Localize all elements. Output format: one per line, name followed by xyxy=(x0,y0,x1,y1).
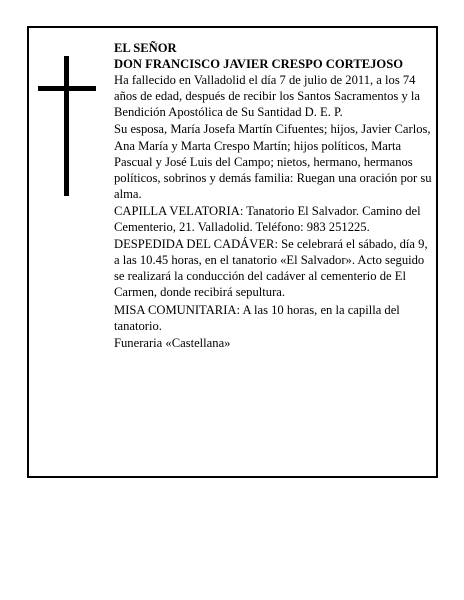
funeral-chapel-paragraph: CAPILLA VELATORIA: Tanatorio El Salvador. Camino del Cementerio, 21. Valladolid. Teléfono: 983 251225. xyxy=(114,203,421,235)
cross-icon-vertical-bar xyxy=(64,56,69,196)
funeral-home: Funeraria «Castellana» xyxy=(114,335,231,350)
death-announcement: Ha fallecido en Valladolid el día 7 de julio de 2011, a los 74 años de edad, después de recibir los Santos Sacramentos y la Bendición Apostólica de Su Santidad D. E. P. xyxy=(114,73,421,120)
cross-icon-horizontal-bar xyxy=(38,86,96,91)
farewell-paragraph: DESPEDIDA DEL CADÁVER: Se celebrará el sábado, día 9, a las 10.45 horas, en el tanatorio «El Salvador». Acto seguido se realizará la conducción del cadáver al cementerio de El Carmen, donde recibirá sepultura. xyxy=(114,237,428,300)
deceased-name: DON FRANCISCO JAVIER CRESPO CORTEJOSO xyxy=(114,57,404,72)
obituary-text xyxy=(114,40,432,352)
deceased-title: EL SEÑOR xyxy=(114,41,177,55)
mass-paragraph: MISA COMUNITARIA: A las 10 horas, en la capilla del tanatorio. xyxy=(114,302,400,333)
family-paragraph: Su esposa, María Josefa Martín Cifuentes; hijos, Javier Carlos, Ana María y Marta Crespo Martín; hijos políticos, Marta Pascual y José Luis del Campo; nietos, hermano, hermanos políticos, sobrinos y demás familia: Ruegan una oración por su alma. xyxy=(114,122,432,201)
